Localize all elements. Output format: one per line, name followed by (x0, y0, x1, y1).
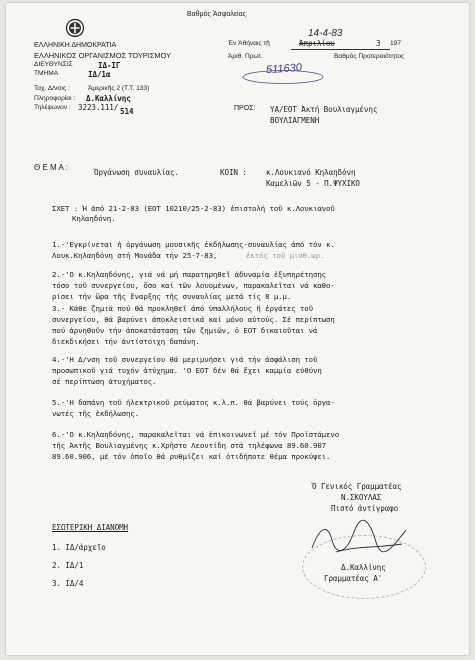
org-line-2: ΕΛΛΗΝΙΚΟΣ ΟΡΓΑΝΙΣΜΟΣ ΤΟΥΡΙΣΜΟΥ (34, 51, 171, 60)
classification-label: Βαθμός Ἀσφαλείας (187, 11, 247, 18)
paragraph-2-line-3: ρίσει τήν ὥρα τῆς ἔναρξης τῆς συναυλίας μετά τίς 8 μ.μ. (52, 292, 292, 301)
year-suffix: 197 (390, 40, 402, 47)
org-line-1: ΕΛΛΗΝΙΚΗ ΔΗΜΟΚΡΑΤΙΑ (34, 42, 117, 49)
cc-line-1: κ.Λουκιανό Κηλαηδόνη (266, 168, 356, 177)
reference-line-1: ΣΧΕΤ : Ἡ ἀπό 21-2-83 (ΕΟΤ 10210/25-2-83) ἐπιστολή τοῦ κ.Λουκιανοῦ (52, 204, 335, 213)
phone-label: Τηλέφωνον : (34, 104, 71, 111)
distribution-item: 2. ΙΔ/1 (52, 561, 84, 570)
reference-line-2: Κηλαηδόνη. (72, 214, 116, 223)
printed-day: 3 (376, 39, 381, 48)
certified-copy-label: Πιστό ἀντίγραφο (331, 504, 399, 513)
handwritten-signature-icon (306, 518, 416, 558)
paragraph-6-line-3: 89.60.906, μέ τόν ὁποῖο θά ρυθμίζει καί ὁτιδήποτε θέμα προκύψει. (52, 452, 331, 461)
paragraph-6-line-2: τῆς Ἀκτῆς Βουλιαγμένης κ.Χρῆστο Λεοντίδη στά τηλέφωνα 89.60.907 (52, 441, 327, 450)
protocol-circle (240, 69, 326, 85)
paragraph-1-faint-note: ἐκτός τοῦ μισθ.ωρ. (246, 251, 325, 260)
address-label: Ταχ. Δ/νσις : (34, 85, 70, 92)
signature-name: Ν.ΣΚΟΥΛΑΣ (341, 493, 382, 502)
info-value: Δ.Καλλίνης (86, 94, 131, 103)
paragraph-4-line-2: προσωπικοῦ γιά τυχόν ἀτύχημα. 'Ο ΕΟΤ δέν θά ἔχει καμμία εὐθύνη (52, 366, 322, 375)
greek-emblem-icon (65, 18, 85, 38)
phone-extension: 514 (120, 107, 134, 116)
cc-label: ΚΟΙΝ : (220, 168, 247, 177)
protocol-label: Ἀριθ. Πρωτ. (228, 53, 263, 60)
paragraph-3-line-3: πού ἀρνηθοῦν τήν ἀποκατάσταση τῶν ζημιῶν, ὁ ΕΟΤ δικαιοῦται νά (52, 326, 318, 335)
date-place-label: Ἐν Ἀθήναις τῇ (228, 40, 270, 47)
paragraph-5-line-1: 5.-'Η δαπάνη τοῦ ἠλεκτρικοῦ ρεύματος κ.λ.π. θά βαρύνει τούς ὀργα- (52, 398, 335, 407)
phone-value: 3223.111/ (78, 103, 119, 112)
handwritten-date: 14-4-83 (308, 28, 343, 39)
address-value: Ἀμερικῆς 2 (Τ.Τ. 133) (88, 85, 150, 92)
subject-label: Θ Ε Μ Α : (34, 163, 68, 172)
recipient-line-2: ΒΟΥΛΙΑΓΜΕΝΗ (270, 116, 320, 125)
signer-role: Γραμματέας Α' (324, 574, 383, 583)
info-label: Πληροφορίαι : (34, 95, 76, 102)
paragraph-1-line-1: 1.-'Εγκρίνεται ἡ ὀργάνωση μουσικῆς ἐκδήλωσης-συναυλίας ἀπό τόν κ. (52, 240, 335, 249)
date-underline (291, 49, 390, 50)
paragraph-6-line-1: 6.-'Ο κ.Κηλαηδόνης, παρακαλεῖται νά ἐπικοινωνεῖ μέ τόν Προϊστάμενο (52, 430, 340, 439)
cc-line-2: Καμελιῶν 5 - Π.ΨΥΧΙΚΟ (266, 179, 360, 188)
signature-role: Ὁ Γενικός Γραμματέας (312, 482, 402, 491)
distribution-title: ΕΣΩΤΕΡΙΚΗ ΔΙΑΝΟΜΗ (52, 523, 129, 532)
paragraph-3-line-2: συνεργείου, θά βαρύνει ἀποκλειστικά καί μόνο αὐτούς. Σέ περίπτωση (52, 315, 335, 324)
priority-label: Βαθμὸς Προτεραιότητος (334, 53, 405, 60)
subject-text: Ὀργάνωση συναυλίας. (94, 168, 179, 177)
paragraph-3-line-1: 3.- Κάθε ζημιά πού θά προκληθεῖ ἀπό ὑπαλλήλους ἤ ἐργάτες τοῦ (52, 304, 313, 313)
protocol-number: 511630 (265, 61, 303, 77)
paragraph-3-line-4: διεκδικήσει τήν ἀντίστοιχη δαπάνη. (52, 337, 200, 346)
signer-name: Δ.Καλλίνης (341, 563, 386, 572)
paragraph-2-line-2: τόσο τοῦ συνεργείου, ὅσο καί τῶν λουομένων, παρακαλεῖται νά καθο- (52, 281, 335, 290)
distribution-item: 1. ΙΔ/ἀρχεῖο (52, 543, 106, 552)
paragraph-4-line-1: 4.-'Η Δ/νση τοῦ συνεργείου θά μεριμνήσει γιά τήν ἀσφάλιση τοῦ (52, 355, 318, 364)
document-page (6, 3, 469, 655)
distribution-item: 3. ΙΔ/4 (52, 579, 84, 588)
paragraph-2-line-1: 2.-'Ο κ.Κηλαηδόνης, γιά νά μή παρατηρηθεῖ ἀδυναμία ἐξυπηρέτησης (52, 270, 327, 279)
to-label: ΠΡΟΣ: (234, 105, 256, 112)
paragraph-4-line-3: σέ περίπτωση ἀτυχήματος. (52, 377, 157, 386)
section-value: ΙΔ/1α (88, 70, 111, 79)
directorate-label: ΔΙΕΥΘΥΝΣΙΣ (34, 61, 73, 68)
printed-month: Ἀπριλίου (299, 39, 335, 48)
paragraph-5-line-2: νωτές τῆς ἐκδήλωσης. (52, 409, 139, 418)
recipient-line-1: ΥΑ/ΕΟΤ Ἀκτή Βουλιαγμένης (270, 105, 378, 114)
paragraph-1-line-2: Λουκ.Κηλαηδόνη στή Μονάδα τήν 25-7-83, (52, 251, 218, 260)
section-label: ΤΜΗΜΑ (34, 70, 59, 77)
directorate-value: ΙΔ-ΙΓ (98, 61, 121, 70)
